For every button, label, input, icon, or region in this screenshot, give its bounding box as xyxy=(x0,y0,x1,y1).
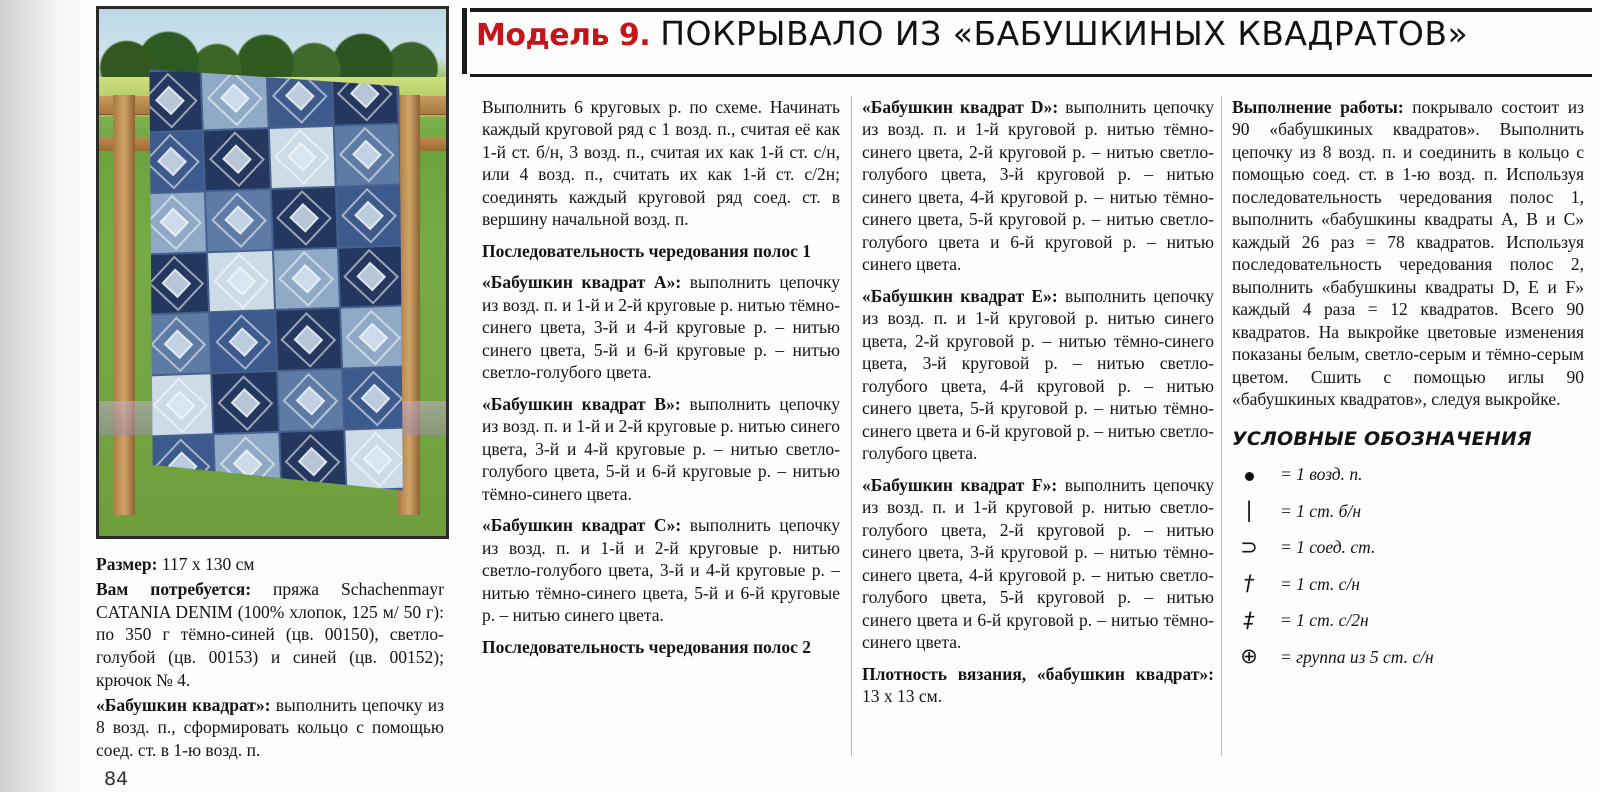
legend-item-cluster xyxy=(1232,646,1584,668)
cluster-group-icon: ⊕ xyxy=(1240,644,1258,669)
square-c-text: выполнить цепочку из возд. п. и 1-й и 2-й круговые р. нитью светло-голубого цвета, 3-й и 4-й круговые р. – нитью тёмно-синего цвета, 5-й и 6-й круговые р. – нитью синего цвета. xyxy=(482,515,840,626)
bench-leg-left xyxy=(113,95,135,515)
photo-column xyxy=(96,6,451,786)
materials-value: пряжа Schachenmayr CATANIA DENIM (100% хлопок, 125 м/ 50 г): по 350 г тёмно-синей (цв. 00150), светло-голубой (цв. 00153) и синей (цв. 00152); крючок № 4. xyxy=(96,578,444,690)
column-separator-1 xyxy=(851,96,852,756)
square-c-label: «Бабушкин квадрат C»: xyxy=(482,515,682,536)
square-f-label: «Бабушкин квадрат F»: xyxy=(862,474,1058,495)
header-vertical-bar xyxy=(462,8,467,74)
header-rule-bottom xyxy=(470,74,1592,77)
treble-crochet-icon: ‡ xyxy=(1243,607,1255,632)
work-label: Выполнение работы: xyxy=(1232,97,1404,117)
granny-square-value: выполнить цепочку из 8 возд. п., сформировать кольцо с помощью соед. ст. в 1-ю возд. п. xyxy=(96,694,444,760)
photo-background xyxy=(99,9,446,536)
materials-label: Вам потребуется: xyxy=(96,578,252,599)
text-column-2 xyxy=(862,96,1214,717)
square-d-label: «Бабушкин квадрат D»: xyxy=(862,97,1059,117)
double-crochet-icon: † xyxy=(1243,571,1255,596)
header-rule-top xyxy=(470,8,1592,12)
intro-paragraph: Выполнить 6 круговых р. по схеме. Начинать каждый круговой ряд с 1 возд. п., считая её как 1-й ст. б/н, 3 возд. п., считая их как 1-й ст. с/н, или 4 возд. п., считать их как 1-й ст. с/2н; соединять каждый круговой ряд соед. ст. в вершину начальной возд. п. xyxy=(482,97,840,230)
legend-item-double-crochet xyxy=(1232,573,1584,595)
density-label: Плотность вязания, «бабушкин квадрат»: xyxy=(862,663,1214,684)
size-value: 117 x 130 см xyxy=(157,554,255,574)
sequence-heading-1: Последовательность чередования полос 1 xyxy=(482,240,812,261)
page-edge-shadow xyxy=(0,0,96,792)
column-separator-2 xyxy=(1221,96,1222,756)
page-header xyxy=(476,14,1586,53)
legend-item-slip-stitch xyxy=(1232,536,1584,558)
legend-text-slip-stitch: = 1 соед. ст. xyxy=(1280,537,1376,558)
square-f-text: выполнить цепочку из возд. п. и 1-й круговой р. нитью светло-голубого цвета, 2-й круговой р. – нитью синего цвета, 3-й круговой р. – нитью тёмно-синего цвета, 4-й круговой р. – нитью светло-голубого цвета, 5-й круговой р. – нитью синего цвета и 6-й круговой р. – нитью тёмно-синего цвета. xyxy=(862,474,1214,653)
square-e-label: «Бабушкин квадрат E»: xyxy=(862,285,1058,306)
legend-text-treble-crochet: = 1 ст. с/2н xyxy=(1280,610,1369,631)
blanket-photo xyxy=(96,6,449,539)
square-e-text: выполнить цепочку из возд. п. и 1-й круговой р. нитью синего цвета, 2-й круговой р. – нитью тёмно-синего цвета, 3-й круговой р. – нитью светло-голубого цвета, 4-й круговой р. – нитью синего цвета, 5-й круговой р. – нитью тёмно-синего цвета и 6-й круговой р. – нитью светло-голубого цвета. xyxy=(862,285,1214,464)
legend-text-chain: = 1 возд. п. xyxy=(1280,464,1363,485)
legend-text-cluster: = группа из 5 ст. с/н xyxy=(1280,646,1434,667)
single-crochet-icon: | xyxy=(1245,498,1253,523)
square-b-label: «Бабушкин квадрат B»: xyxy=(482,393,681,414)
work-text: покрывало состоит из 90 «бабушкиных квадратов». Выполнить цепочку из 8 возд. п. и соединить в кольцо с помощью соед. ст. в 1-ю возд. п. Используя последовательность чередования полос 1, выполнить «бабушкины квадраты A, B и C» каждый 26 раз = 78 квадратов. Используя последовательность чередования полос 2, выполнить «бабушкины квадраты D, E и F» каждый 4 раза = 12 квадратов. Всего 90 квадратов. На выкройке цветовые изменения показаны белым, светло-серым и тёмно-серым цветом. Сшить с помощью иглы 90 «бабушкиных квадратов», следуя выкройке. xyxy=(1232,97,1584,410)
square-b-text: выполнить цепочку из возд. п. и 1-й и 2-й круговые р. нитью синего цвета, 3-й и 4-й круговые р. – нитью светло-голубого цвета, 5-й и 6-й круговые р. – нитью тёмно-синего цвета. xyxy=(482,393,840,504)
legend-title: УСЛОВНЫЕ ОБОЗНАЧЕНИЯ xyxy=(1232,427,1532,450)
model-number: Модель 9. xyxy=(476,18,651,53)
square-a-text: выполнить цепочку из возд. п. и 1-й и 2-й круговые р. нитью тёмно-синего цвета, 3-й и 4-й круговые р. – нитью синего цвета, 5-й и 6-й круговые р. – нитью светло-голубого цвета. xyxy=(482,272,840,383)
page-number: 84 xyxy=(104,768,129,790)
slip-stitch-icon: ⊃ xyxy=(1240,534,1258,559)
text-column-1 xyxy=(482,96,840,667)
photo-caption xyxy=(96,553,444,762)
page-title: ПОКРЫВАЛО ИЗ «БАБУШКИНЫХ КВАДРАТОВ» xyxy=(660,14,1469,53)
square-d-text: выполнить цепочку из возд. п. и 1-й круговой р. нитью тёмно-синего цвета, 2-й круговой р. – нитью светло-голубого цвета, 3-й круговой р. – нитью синего цвета, 4-й круговой р. – нитью тёмно-синего цвета, 5-й круговой р. – нитью светло-голубого цвета и 6-й круговой р. – нитью синего цвета. xyxy=(862,97,1214,275)
legend-text-double-crochet: = 1 ст. с/н xyxy=(1280,573,1360,594)
legend-item-chain xyxy=(1232,463,1584,485)
density-value: 13 x 13 см. xyxy=(862,686,943,707)
granny-square-blanket xyxy=(134,61,414,500)
legend-item-single-crochet xyxy=(1232,500,1584,522)
text-column-3 xyxy=(1232,96,1584,682)
legend-item-treble-crochet xyxy=(1232,609,1584,631)
chain-stitch-icon xyxy=(1232,464,1266,485)
sequence-heading-2: Последовательность чередования полос 2 xyxy=(482,636,812,657)
granny-square-label: «Бабушкин квадрат»: xyxy=(96,694,271,715)
legend-text-single-crochet: = 1 ст. б/н xyxy=(1280,500,1362,521)
square-a-label: «Бабушкин квадрат A»: xyxy=(482,272,682,293)
size-label: Размер: xyxy=(96,554,158,574)
